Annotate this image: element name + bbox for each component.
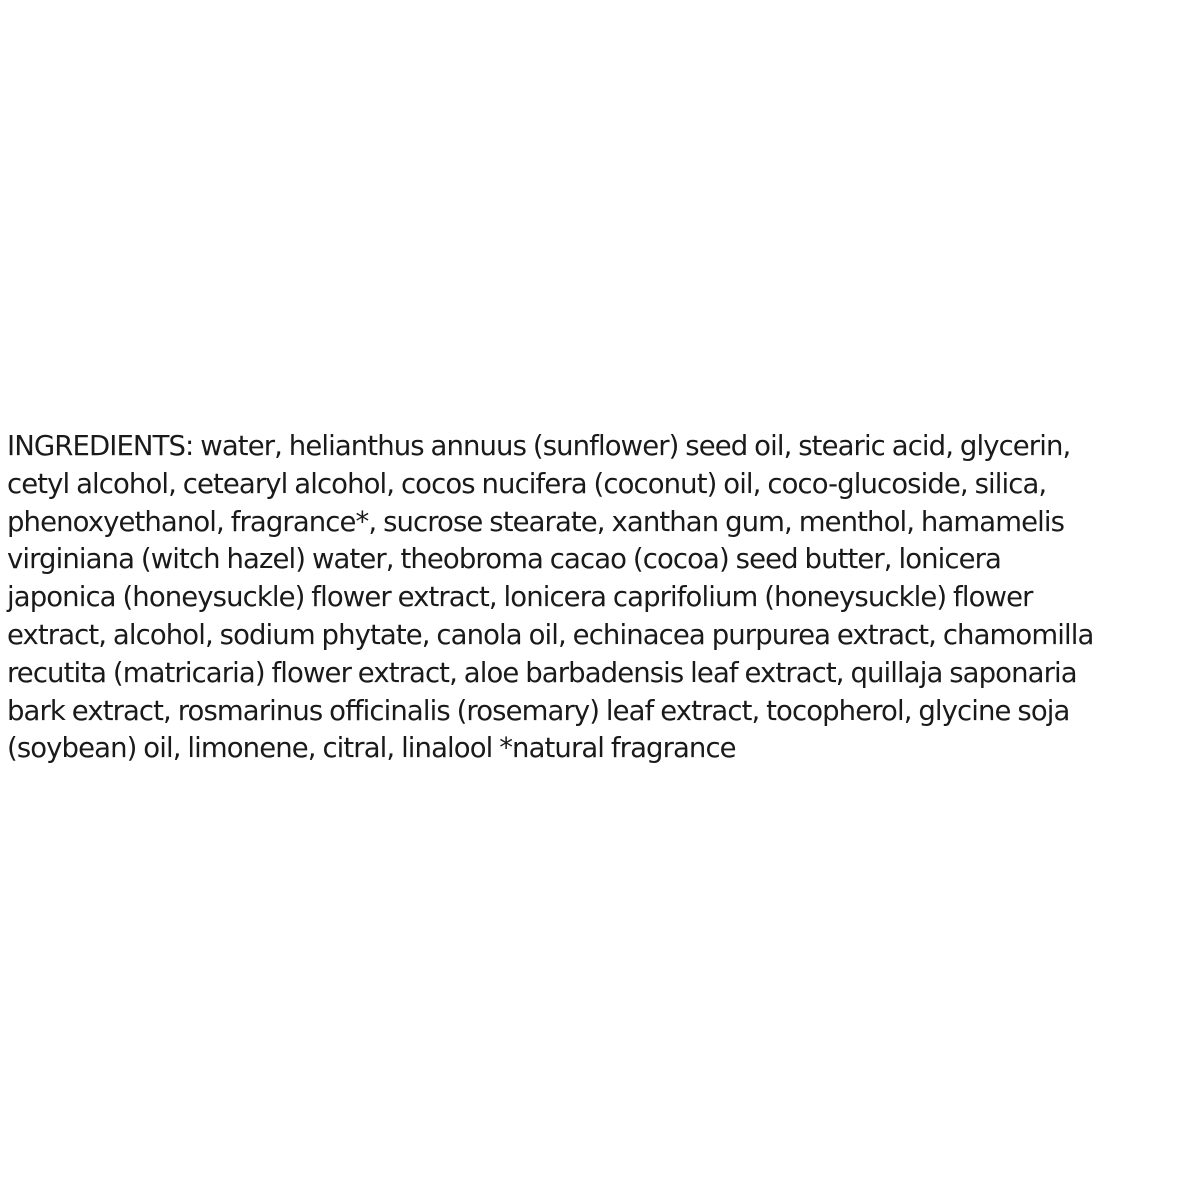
ingredients-line: virginiana (witch hazel) water, theobroma cacao (cocoa) seed butter, lonicera <box>7 543 1002 576</box>
ingredients-line: (soybean) oil, limonene, citral, linalool *natural fragrance <box>7 732 736 765</box>
ingredients-line: extract, alcohol, sodium phytate, canola oil, echinacea purpurea extract, chamomilla <box>7 618 1094 651</box>
ingredients-text-block <box>7 428 1197 768</box>
ingredients-line: cetyl alcohol, cetearyl alcohol, cocos nucifera (coconut) oil, coco-glucoside, silica, <box>7 467 1047 500</box>
ingredients-line: bark extract, rosmarinus officinalis (rosemary) leaf extract, tocopherol, glycine soja <box>7 694 1070 727</box>
ingredients-line: japonica (honeysuckle) flower extract, lonicera caprifolium (honeysuckle) flower <box>7 581 1033 614</box>
ingredients-line: INGREDIENTS: water, helianthus annuus (sunflower) seed oil, stearic acid, glycerin, <box>7 430 1071 462</box>
ingredients-line: recutita (matricaria) flower extract, aloe barbadensis leaf extract, quillaja saponaria <box>7 656 1077 689</box>
ingredients-line: phenoxyethanol, fragrance*, sucrose stearate, xanthan gum, menthol, hamamelis <box>7 505 1065 538</box>
